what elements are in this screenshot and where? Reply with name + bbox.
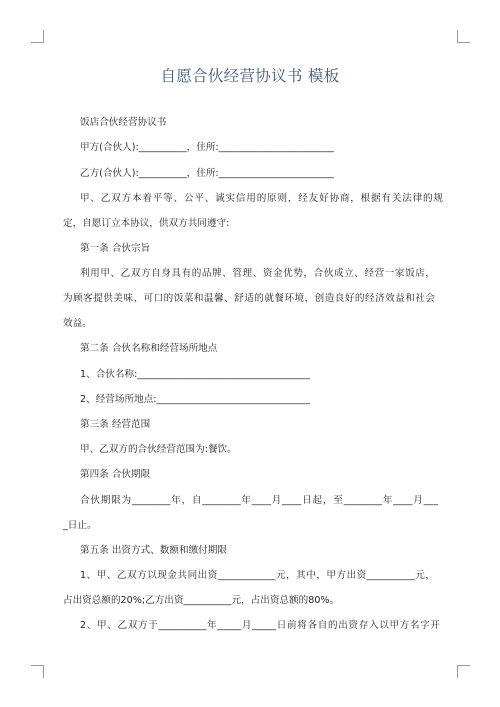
preamble-line-1: 甲、乙双方本着平等、公平、诚实信用的原则，经友好协商，根据有关法律的规 [80,193,443,204]
article-1-text-line-1: 利用甲、乙双方自身具有的品牌、管理、资金优势，合伙成立、经营一家饭店， [80,268,435,279]
article-1-text-line-2: 为顾客提供美味、可口的饭菜和温馨、舒适的就餐环境，创造良好的经济效益和社会 [63,293,435,304]
preamble-line-2: 定，自愿订立本协议，供双方共同遵守: [63,218,230,229]
article-5-heading: 第五条 出资方式、数额和缴付期限 [80,545,227,556]
article-4-text-line-1: 合伙期限为________年，自________年____月____日起，至________年____月___ [80,495,438,506]
partnership-name-field: 1、合伙名称:____________________________________ [80,369,310,380]
article-5-clause-1-line-1: 1、甲、乙双方以现金共同出资____________元，其中，甲方出资__________元， [80,570,435,581]
business-location-field: 2、经营场所地点:________________________________ [80,394,310,405]
crop-mark-top-right [457,30,470,43]
crop-mark-bottom-right [457,665,470,678]
article-1-heading: 第一条 合伙宗旨 [80,243,151,254]
party-a-line: 甲方(合伙人):__________，住所:________________________ [80,142,334,153]
article-4-text-line-2: _日止。 [63,520,97,531]
article-3-heading: 第三条 经营范围 [80,419,151,430]
article-4-heading: 第四条 合伙期限 [80,469,151,480]
article-2-heading: 第二条 合伙名称和经营场所地点 [80,343,218,354]
crop-mark-bottom-left [31,665,44,678]
article-3-text: 甲、乙双方的合伙经营范围为:餐饮。 [80,444,237,455]
document-title: 自愿合伙经营协议书 模板 [160,67,340,85]
article-5-clause-1-line-2: 占出资总额的20%;乙方出资__________元，占出资总额的80%。 [63,595,340,606]
article-5-clause-2-line-1: 2、甲、乙双方于__________年_____月_____日前将各自的出资存入以甲方名字开 [80,620,440,631]
party-b-line: 乙方(合伙人):__________，住所:________________________ [80,168,334,179]
crop-mark-top-left [31,30,44,43]
heading-agreement-name: 饭店合伙经营协议书 [80,117,167,128]
article-1-text-line-3: 效益。 [63,318,92,329]
